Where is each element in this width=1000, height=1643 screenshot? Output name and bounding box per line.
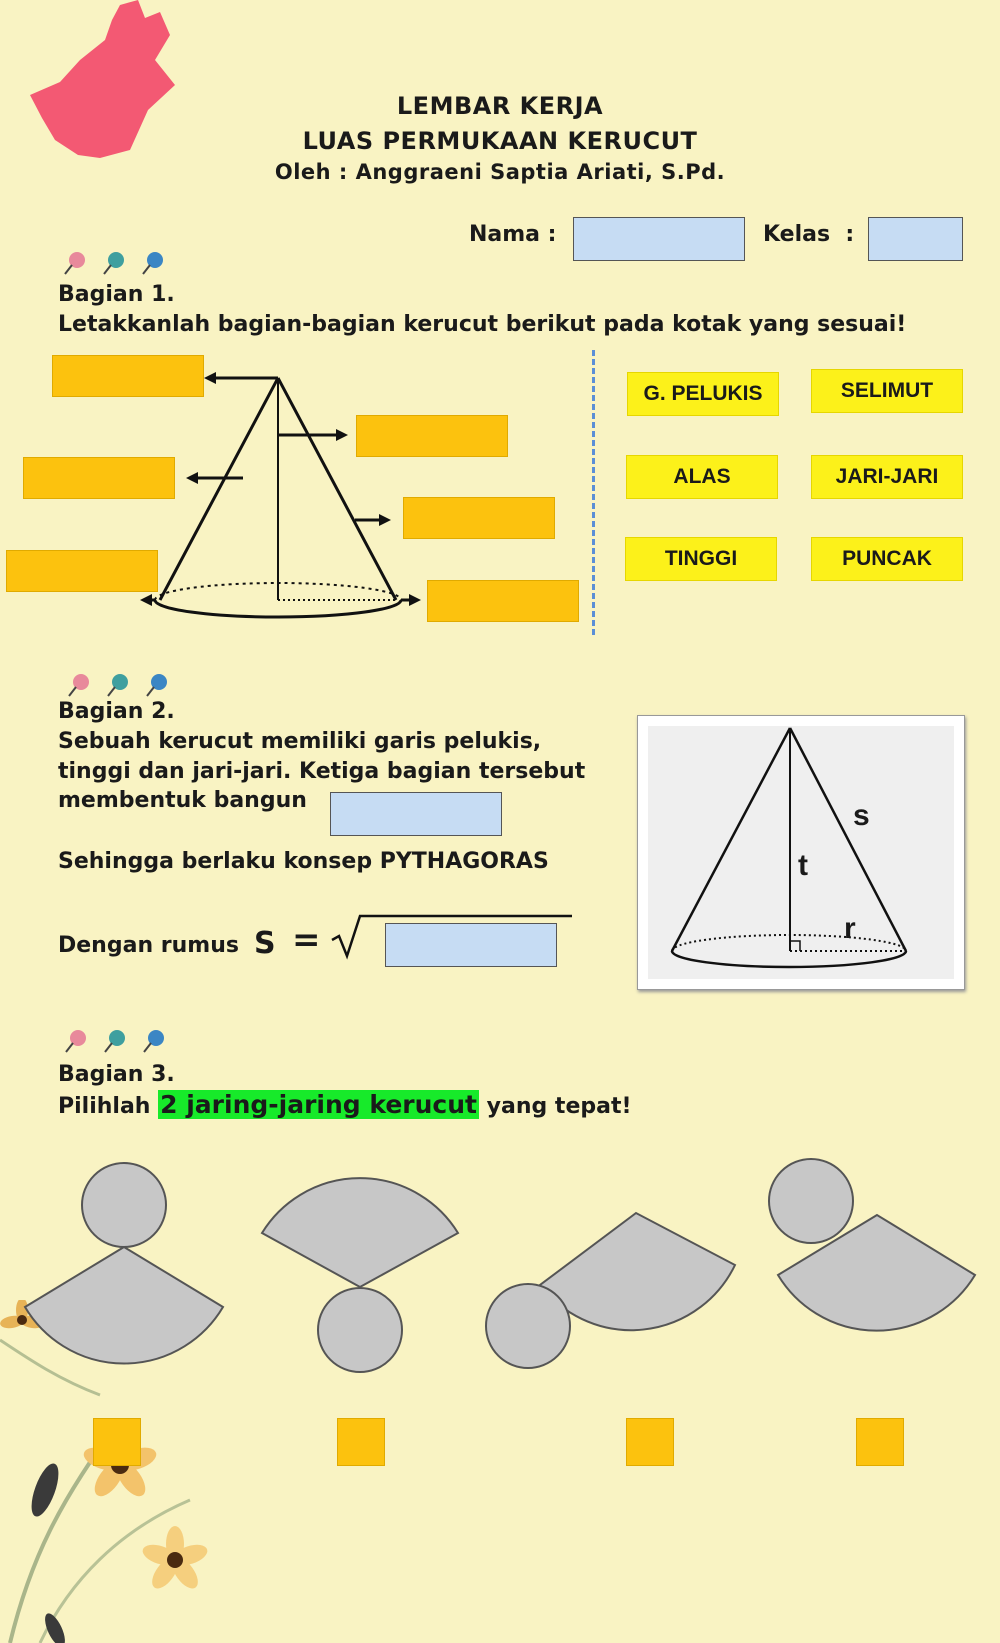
pink-pin-icon	[66, 672, 92, 698]
formula-variable: S	[254, 926, 276, 961]
drop-target-lateral-surface[interactable]	[403, 497, 555, 539]
pink-pin-icon	[62, 250, 88, 276]
drop-target-radius[interactable]	[427, 580, 579, 622]
net-option-2-checkbox[interactable]	[337, 1418, 385, 1466]
teal-pin-icon	[102, 1028, 128, 1054]
cone-net-option-3	[486, 1213, 735, 1368]
section3-instr-suffix: yang tepat!	[486, 1094, 632, 1119]
section3-title: Bagian 3.	[58, 1062, 175, 1087]
cone-net-option-4	[769, 1159, 975, 1331]
cone-nets-figure	[0, 1145, 1000, 1395]
labeled-cone-figure	[637, 715, 965, 990]
section1-instruction: Letakkanlah bagian-bagian kerucut berikut pada kotak yang sesuai!	[58, 312, 907, 337]
drop-target-base[interactable]	[6, 550, 158, 592]
shape-answer-field[interactable]	[330, 792, 502, 836]
cone-net-option-2	[262, 1178, 458, 1372]
section2-concept: Sehingga berlaku konsep PYTHAGORAS	[58, 849, 549, 874]
section2-title: Bagian 2.	[58, 699, 175, 724]
drop-target-slant-height[interactable]	[23, 457, 175, 499]
worksheet-title: LEMBAR KERJA	[396, 92, 604, 120]
section3-instr-prefix: Pilihlah	[58, 1094, 151, 1119]
section2-line3: membentuk bangun	[58, 788, 307, 813]
chip-puncak[interactable]: PUNCAK	[811, 537, 963, 581]
formula-equals: =	[292, 920, 321, 960]
class-label: Kelas :	[763, 222, 855, 247]
teal-pin-icon	[101, 250, 127, 276]
formula-answer-field[interactable]	[385, 923, 557, 967]
section3-instruction	[58, 1090, 632, 1122]
chip-garis-pelukis[interactable]: G. PELUKIS	[627, 372, 779, 416]
blue-pin-icon	[140, 250, 166, 276]
radius-label: r	[844, 912, 856, 945]
section3-instr-highlight: 2 jaring-jaring kerucut	[160, 1090, 477, 1119]
worksheet-subtitle: LUAS PERMUKAAN KERUCUT	[302, 127, 698, 155]
class-field[interactable]	[868, 217, 963, 261]
blue-pin-icon	[144, 672, 170, 698]
chip-alas[interactable]: ALAS	[626, 455, 778, 499]
net-option-1-checkbox[interactable]	[93, 1418, 141, 1466]
section2-line2: tinggi dan jari-jari. Ketiga bagian tersebut	[58, 759, 586, 784]
section1-title: Bagian 1.	[58, 282, 175, 307]
height-label: t	[798, 849, 808, 882]
net-option-4-checkbox[interactable]	[856, 1418, 904, 1466]
author-line: Oleh : Anggraeni Saptia Ariati, S.Pd.	[274, 160, 726, 184]
cone-net-option-1	[25, 1163, 223, 1363]
chip-selimut[interactable]: SELIMUT	[811, 369, 963, 413]
name-label: Nama :	[469, 222, 557, 247]
drop-target-height[interactable]	[356, 415, 508, 457]
slant-height-label: s	[853, 799, 870, 832]
chip-tinggi[interactable]: TINGGI	[625, 537, 777, 581]
drop-target-apex[interactable]	[52, 355, 204, 397]
pink-pin-icon	[63, 1028, 89, 1054]
net-option-3-checkbox[interactable]	[626, 1418, 674, 1466]
name-field[interactable]	[573, 217, 745, 261]
formula-prefix: Dengan rumus	[58, 933, 239, 958]
blue-pin-icon	[141, 1028, 167, 1054]
section2-line1: Sebuah kerucut memiliki garis pelukis,	[58, 729, 542, 754]
dashed-divider	[592, 350, 595, 635]
teal-pin-icon	[105, 672, 131, 698]
chip-jari-jari[interactable]: JARI-JARI	[811, 455, 963, 499]
